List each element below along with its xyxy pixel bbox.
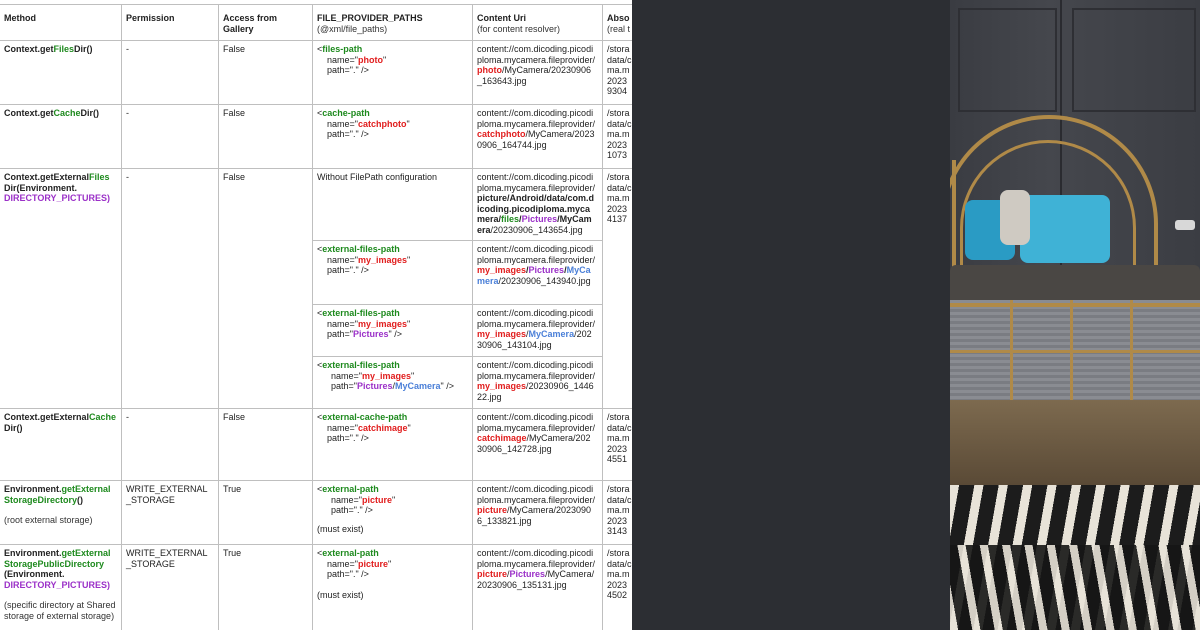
method-cell: Environment.getExternal StoragePublicDirectory (Environment. DIRECTORY_PICTURES) (specific directory at Shared storage of external storage) [0, 545, 122, 630]
paths-cell: <files-path name="photo" path="." /> [313, 41, 473, 105]
access-cell: True [219, 481, 313, 545]
method-cell: Context.getExternalFiles Dir(Environment. DIRECTORY_PICTURES) [0, 169, 122, 409]
method-cell: Context.getFilesDir() [0, 41, 122, 105]
paths-cell: <external-cache-path name="catchimage" path="." /> [313, 409, 473, 481]
paths-cell: <external-files-path name="my_images" path="." /> [313, 241, 473, 305]
white-pillow [1000, 190, 1030, 245]
permission-cell: - [122, 409, 219, 481]
dark-gap-panel [632, 0, 950, 630]
bed-rail [1070, 300, 1073, 405]
wall-lamp [1175, 220, 1195, 230]
paths-cell: <cache-path name="catchphoto" path="." /> [313, 105, 473, 169]
file-provider-table [0, 4, 632, 630]
access-cell: False [219, 41, 313, 105]
permission-cell: - [122, 169, 219, 409]
uri-cell: content://com.dicoding.picodi ploma.mycamera.fileprovider/ picture/Android/data/com.d icoding.picodiploma.myca mera/files/Pictures/MyCam era/20230906_143654.jpg [473, 169, 603, 241]
bed-blanket [950, 265, 1200, 305]
permission-cell: WRITE_EXTERNAL _STORAGE [122, 481, 219, 545]
absolute-path-cell: /stora data/c ma.m 2023 1073 [603, 105, 633, 169]
permission-cell: - [122, 105, 219, 169]
absolute-path-cell: /stora data/c ma.m 2023 4502 [603, 545, 633, 630]
permission-cell: WRITE_EXTERNAL _STORAGE [122, 545, 219, 630]
paths-cell: <external-files-path name="my_images" path="Pictures/MyCamera" /> [313, 357, 473, 409]
uri-cell: content://com.dicoding.picodi ploma.mycamera.fileprovider/ catchimage/MyCamera/202 30906_142728.jpg [473, 409, 603, 481]
uri-cell: content://com.dicoding.picodi ploma.mycamera.fileprovider/ photo/MyCamera/20230906 _163643.jpg [473, 41, 603, 105]
wall-molding [958, 8, 1057, 112]
header-absolute: Abso (real t [603, 5, 633, 41]
table-row [0, 105, 632, 169]
paths-cell: Without FilePath configuration [313, 169, 473, 241]
header-uri: Content Uri (for content resolver) [473, 5, 603, 41]
blue-pillow [1020, 195, 1110, 263]
bed-rail [950, 303, 1200, 307]
striped-rug [950, 545, 1200, 630]
paths-cell: <external-files-path name="my_images" path="Pictures" /> [313, 305, 473, 357]
uri-cell: content://com.dicoding.picodi ploma.mycamera.fileprovider/ catchphoto/MyCamera/2023 0906_164744.jpg [473, 105, 603, 169]
absolute-path-cell: /stora data/c ma.m 2023 9304 [603, 41, 633, 105]
header-paths: FILE_PROVIDER_PATHS (@xml/file_paths) [313, 5, 473, 41]
table-row [0, 409, 632, 481]
absolute-path-cell: /stora data/c ma.m 2023 4137 [603, 169, 633, 409]
access-cell: False [219, 169, 313, 409]
method-cell: Context.getExternalCache Dir() [0, 409, 122, 481]
paths-cell: <external-path name="picture" path="." /> (must exist) [313, 545, 473, 630]
method-cell: Context.getCacheDir() [0, 105, 122, 169]
paths-cell: <external-path name="picture" path="." /> (must exist) [313, 481, 473, 545]
header-method: Method [0, 5, 122, 41]
table-row [0, 169, 632, 241]
uri-cell: content://com.dicoding.picodi ploma.mycamera.fileprovider/ my_images/20230906_1446 22.jpg [473, 357, 603, 409]
bed-rail [950, 350, 1200, 353]
absolute-path-cell: /stora data/c ma.m 2023 3143 [603, 481, 633, 545]
table-header-row [0, 5, 632, 41]
wooden-floor [950, 400, 1200, 485]
absolute-path-cell: /stora data/c ma.m 2023 4551 [603, 409, 633, 481]
table-row [0, 545, 632, 630]
access-cell: False [219, 105, 313, 169]
bed-rail [1130, 300, 1133, 405]
method-cell: Environment.getExternal StorageDirectory() (root external storage) [0, 481, 122, 545]
access-cell: False [219, 409, 313, 481]
uri-cell: content://com.dicoding.picodi ploma.mycamera.fileprovider/ picture/Pictures/MyCamera/ 20230906_135131.jpg [473, 545, 603, 630]
wall-molding [1072, 8, 1196, 112]
uri-cell: content://com.dicoding.picodi ploma.mycamera.fileprovider/ picture/MyCamera/2023090 6_133821.jpg [473, 481, 603, 545]
access-cell: True [219, 545, 313, 630]
table-row [0, 41, 632, 105]
bed-rail [1010, 300, 1013, 405]
bedroom-photo [950, 0, 1200, 630]
uri-cell: content://com.dicoding.picodi ploma.mycamera.fileprovider/ my_images/Pictures/MyCa mera/20230906_143940.jpg [473, 241, 603, 305]
header-permission: Permission [122, 5, 219, 41]
permission-cell: - [122, 41, 219, 105]
table-row [0, 481, 632, 545]
header-access: Access from Gallery [219, 5, 313, 41]
uri-cell: content://com.dicoding.picodi ploma.mycamera.fileprovider/ my_images/MyCamera/202 30906_143104.jpg [473, 305, 603, 357]
